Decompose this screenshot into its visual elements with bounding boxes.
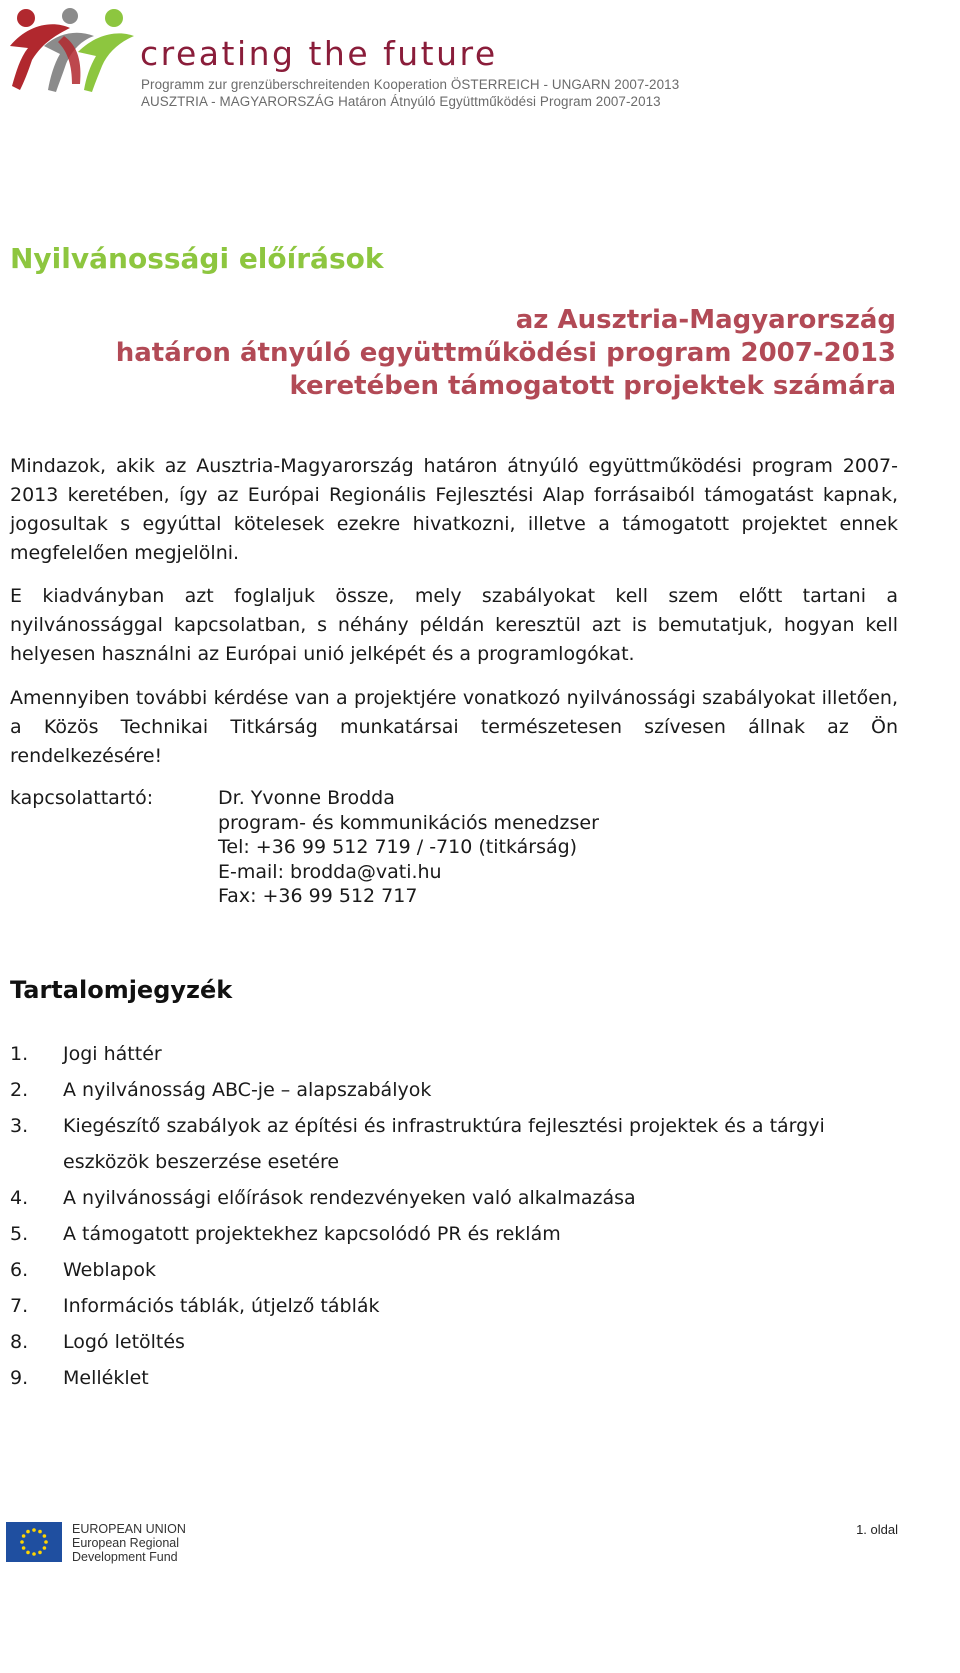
logo-program-hu: AUSZTRIA - MAGYARORSZÁG Határon Átnyúló Együttműködési Program 2007-2013: [141, 94, 661, 109]
intro-paragraph: Mindazok, akik az Ausztria-Magyarország határon átnyúló együttműködési program 2007-2013 keretében, így az Európai Regionális Fejlesztési Alap forrásaiból támogatást kapnak, jogosultak s egyúttal kötelesek ezekre hivatkozni, illetve a támogatott projektet ennek megfelelően megjelölni.: [10, 455, 898, 564]
toc-item: [10, 1072, 890, 1108]
questions-paragraph: Amennyiben további kérdése van a projektjére vonatkozó nyilvánossági szabályokat illetően, a Közös Technikai Titkárság munkatársai természetesen szívesen állnak az Ön rendelkezésére!: [10, 687, 898, 767]
toc-text: Jogi háttér: [63, 1043, 162, 1065]
toc-list: [10, 1036, 890, 1396]
toc-item: [10, 1036, 890, 1072]
toc-number: 1.: [10, 1043, 29, 1065]
eu-text-line: EUROPEAN UNION: [72, 1522, 186, 1536]
toc-item: [10, 1360, 890, 1396]
eu-text-line: European Regional: [72, 1536, 180, 1550]
eu-fund-label: [72, 1522, 186, 1564]
toc-item: [10, 1252, 890, 1288]
toc-item: [10, 1216, 890, 1252]
toc-text: Logó letöltés: [63, 1331, 185, 1353]
contact-email: E-mail: brodda@vati.hu: [218, 860, 442, 883]
toc-text: A támogatott projektekhez kapcsolódó PR és reklám: [63, 1223, 561, 1245]
toc-number: 7.: [10, 1295, 29, 1317]
subtitle-line: határon átnyúló együttműködési program 2007-2013: [115, 338, 896, 368]
document-subtitle: [36, 304, 896, 403]
toc-text: Melléklet: [63, 1367, 149, 1389]
contact-details: [218, 786, 599, 909]
toc-number: 4.: [10, 1187, 29, 1209]
toc-number: 8.: [10, 1331, 29, 1353]
toc-number: 2.: [10, 1079, 29, 1101]
subtitle-line: az Ausztria-Magyarország: [515, 305, 896, 335]
toc-item: [10, 1180, 890, 1216]
eu-text-line: Development Fund: [72, 1550, 178, 1564]
toc-number: 6.: [10, 1259, 29, 1281]
contact-fax: Fax: +36 99 512 717: [218, 885, 418, 908]
program-logo: [8, 6, 708, 109]
toc-number: 5.: [10, 1223, 29, 1245]
contact-role: program- és kommunikációs menedzser: [218, 811, 599, 834]
subtitle-line: keretében támogatott projektek számára: [289, 371, 896, 401]
contact-label: kapcsolattartó:: [10, 787, 154, 809]
toc-item: [10, 1288, 890, 1324]
logo-tagline: creating the future: [140, 34, 498, 73]
contact-tel: Tel: +36 99 512 719 / -710 (titkárság): [218, 836, 578, 859]
toc-text: A nyilvánosság ABC-je – alapszabályok: [63, 1079, 432, 1101]
toc-number: 9.: [10, 1367, 29, 1389]
publication-paragraph: E kiadványban azt foglaljuk össze, mely szabályokat kell szem előtt tartani a nyilvánossággal kapcsolatban, s néhány példán keresztül azt is bemutatjuk, hogyan kell helyesen használni az Európai unió jelképét és a programlogókat.: [10, 585, 898, 665]
logo-program-de: Programm zur grenzüberschreitenden Kooperation ÖSTERREICH - UNGARN 2007-2013: [141, 77, 680, 92]
eu-flag-icon: [6, 1522, 62, 1562]
toc-text: A nyilvánossági előírások rendezvényeken való alkalmazása: [63, 1187, 636, 1209]
toc-item: [10, 1324, 890, 1360]
people-logo-icon: [8, 6, 136, 96]
toc-text: Információs táblák, útjelző táblák: [63, 1295, 380, 1317]
contact-name: Dr. Yvonne Brodda: [218, 787, 395, 809]
toc-heading: Tartalomjegyzék: [10, 976, 233, 1004]
page-number: 1. oldal: [856, 1522, 898, 1537]
document-title: Nyilvánossági előírások: [10, 242, 384, 275]
toc-item: [10, 1108, 890, 1180]
toc-text: Kiegészítő szabályok az építési és infrastruktúra fejlesztési projektek és a tárgyi eszközök beszerzése esetére: [63, 1115, 825, 1173]
toc-number: 3.: [10, 1115, 29, 1137]
toc-text: Weblapok: [63, 1259, 157, 1281]
